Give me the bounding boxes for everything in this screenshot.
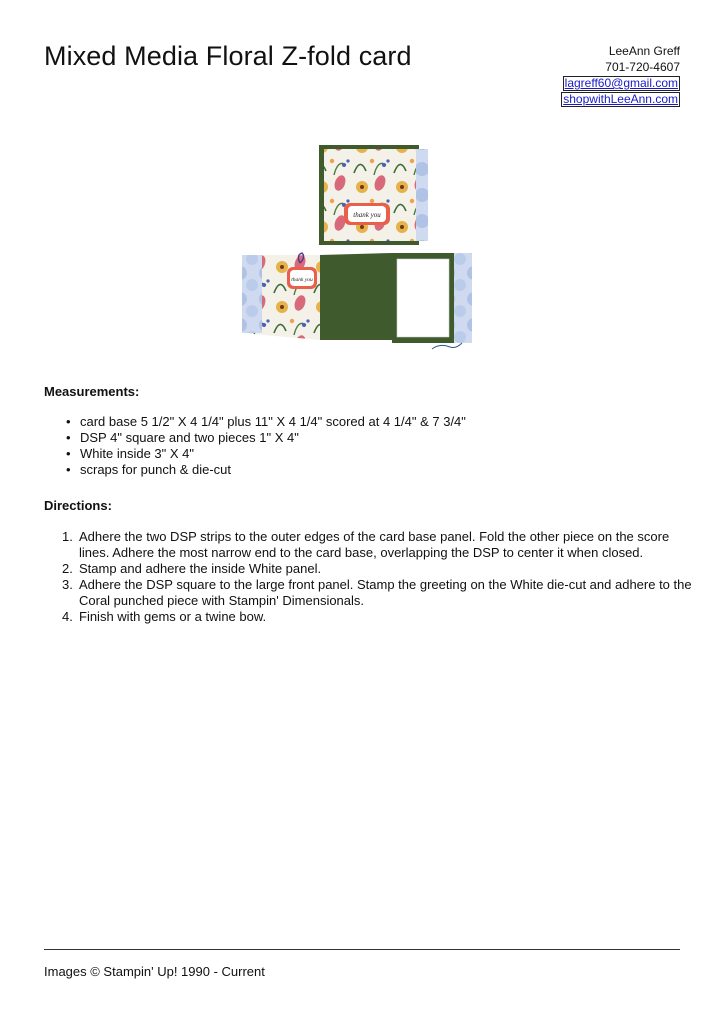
page-title: Mixed Media Floral Z-fold card <box>44 41 412 71</box>
step-text: Adhere the DSP square to the large front panel. Stamp the greeting on the White die-cut and adhere to the Coral punched piece with Stampin' Dimensionals. <box>79 577 692 608</box>
contact-email-link[interactable]: lagreff60@gmail.com <box>564 76 678 90</box>
greeting-label-bottom: thank you <box>291 277 313 283</box>
step-text: Stamp and adhere the inside White panel. <box>79 561 322 576</box>
step-number: 2. <box>62 561 73 576</box>
footer-divider <box>44 949 680 950</box>
list-item: • card base 5 1/2" X 4 1/4" plus 11" X 4 1/4" scored at 4 1/4" & 7 3/4" <box>66 414 666 430</box>
list-item <box>62 529 692 561</box>
step-number: 1. <box>62 529 73 544</box>
list-item: • scraps for punch & die-cut <box>66 462 666 478</box>
directions-heading: Directions: <box>44 498 112 513</box>
measurements-heading: Measurements: <box>44 384 140 399</box>
contact-website-link[interactable]: shopwithLeeAnn.com <box>563 92 678 106</box>
list-item <box>62 577 692 609</box>
contact-block <box>561 43 680 107</box>
step-text: Finish with gems or a twine bow. <box>79 609 267 624</box>
step-number: 3. <box>62 577 73 592</box>
measurements-list <box>66 414 666 478</box>
greeting-label-top: thank you <box>353 211 381 219</box>
step-number: 4. <box>62 609 73 624</box>
directions-list <box>62 529 692 625</box>
contact-phone: 701-720-4607 <box>605 60 680 74</box>
contact-name: LeeAnn Greff <box>608 44 680 58</box>
list-item: • White inside 3" X 4" <box>66 446 666 462</box>
list-item: • DSP 4" square and two pieces 1" X 4" <box>66 430 666 446</box>
card-photo <box>232 135 492 364</box>
list-item <box>62 561 692 577</box>
list-item <box>62 609 692 625</box>
footer-copyright: Images © Stampin' Up! 1990 - Current <box>44 964 265 979</box>
step-text: Adhere the two DSP strips to the outer edges of the card base panel. Fold the other piece on the score lines. Adhere the most narrow end to the card base, overlapping the DSP to center it when closed. <box>79 529 670 560</box>
